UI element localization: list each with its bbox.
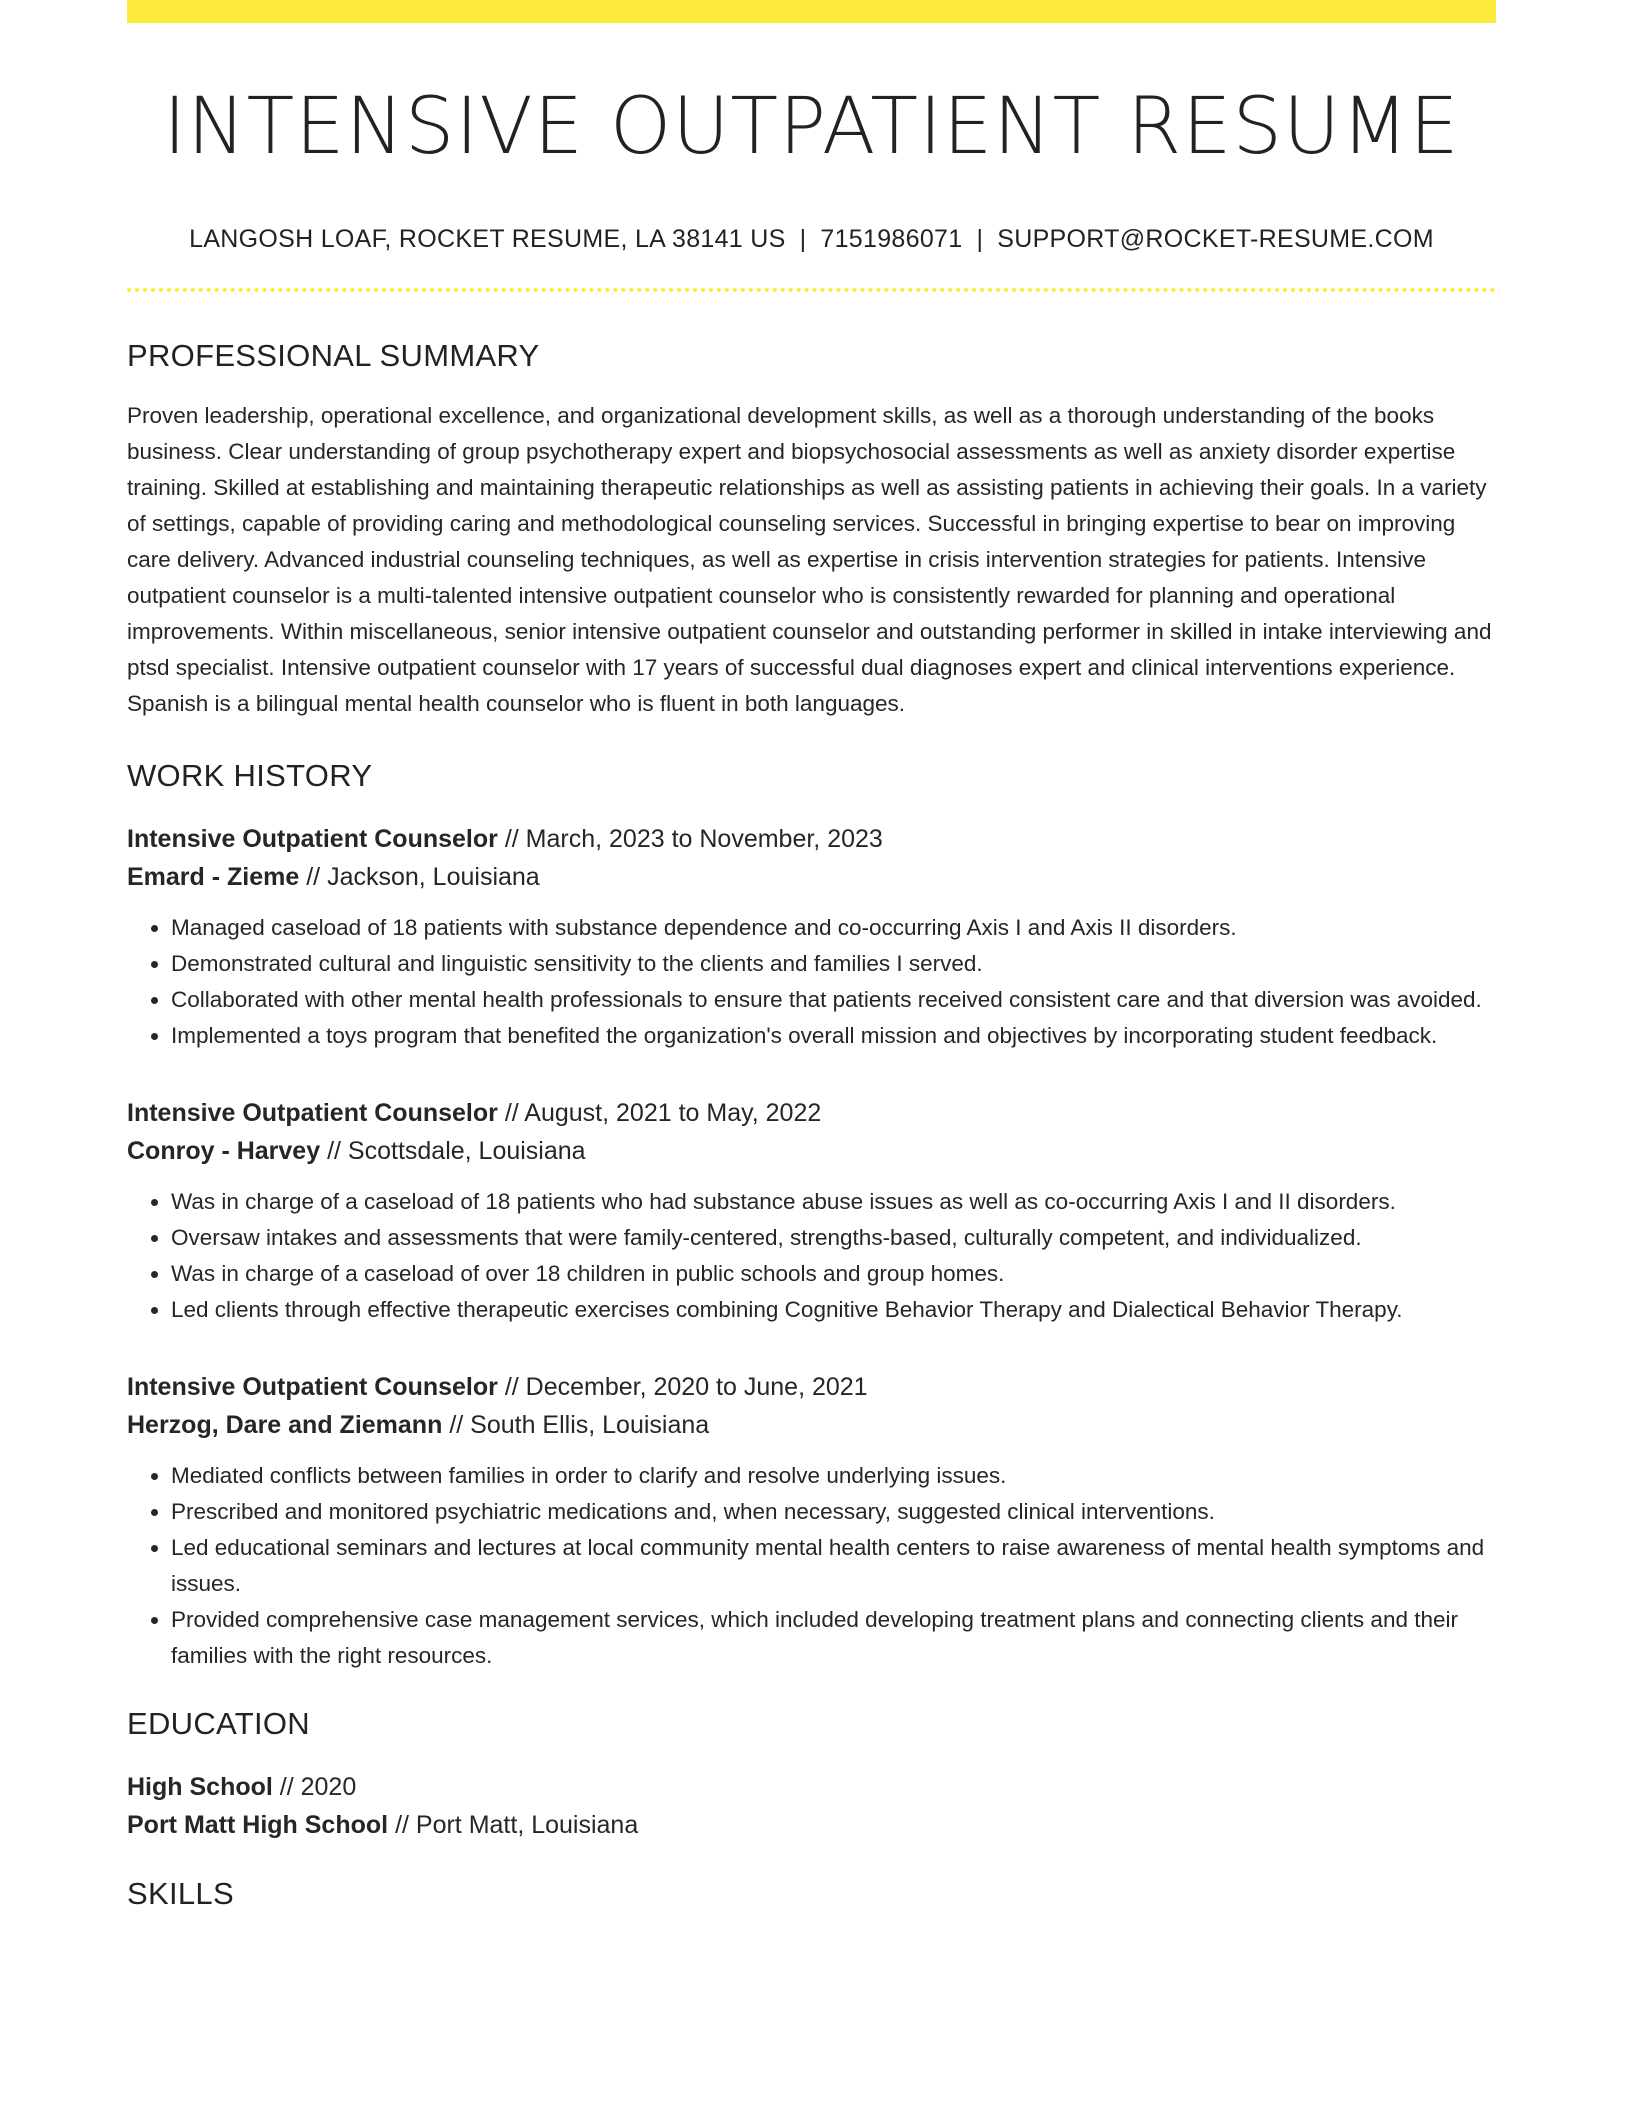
skills-heading: SKILLS <box>127 1875 234 1911</box>
job-title: Intensive Outpatient Counselor <box>127 1372 498 1401</box>
education-school-line <box>127 1806 1496 1844</box>
job-title: Intensive Outpatient Counselor <box>127 1098 498 1127</box>
job-bullet: • Managed caseload of 18 patients with substance dependence and co-occurring Axis I and Axis II disorders. <box>171 910 1496 946</box>
education-school: Port Matt High School <box>127 1810 389 1839</box>
job-title-line <box>127 1094 1496 1132</box>
job-bullet: • Was in charge of a caseload of 18 patients who had substance abuse issues as well as co-occurring Axis I and II disorders. <box>171 1184 1496 1220</box>
job-location: // Jackson, Louisiana <box>306 862 540 891</box>
job-bullet: • Implemented a toys program that benefited the organization's overall mission and objectives by incorporating student feedback. <box>171 1018 1496 1054</box>
job-entry <box>127 1094 1496 1328</box>
education-heading: EDUCATION <box>127 1705 310 1741</box>
job-entry <box>127 1368 1496 1674</box>
job-location: // South Ellis, Louisiana <box>449 1410 710 1439</box>
education-location: // Port Matt, Louisiana <box>395 1810 639 1839</box>
work-history-heading: WORK HISTORY <box>127 757 373 793</box>
contact-separator: | <box>976 224 984 253</box>
job-company-line <box>127 858 1496 896</box>
job-bullet: • Prescribed and monitored psychiatric medications and, when necessary, suggested clinical interventions. <box>171 1494 1496 1530</box>
job-title-line <box>127 820 1496 858</box>
job-company-line <box>127 1406 1496 1444</box>
job-title-line <box>127 1368 1496 1406</box>
job-bullet: • Led clients through effective therapeutic exercises combining Cognitive Behavior Therapy and Dialectical Behavior Therapy. <box>171 1292 1496 1328</box>
top-accent-bar <box>127 0 1496 23</box>
job-dates: // December, 2020 to June, 2021 <box>504 1372 868 1401</box>
contact-phone: 7151986071 <box>820 224 963 253</box>
job-bullet: • Collaborated with other mental health professionals to ensure that patients received consistent care and that diversion was avoided. <box>171 982 1496 1018</box>
header-divider <box>127 288 1496 292</box>
job-bullets <box>127 1458 1496 1674</box>
job-company: Emard - Zieme <box>127 862 300 891</box>
contact-address: LANGOSH LOAF, ROCKET RESUME, LA 38141 US <box>189 224 786 253</box>
job-location: // Scottsdale, Louisiana <box>327 1136 586 1165</box>
job-company: Herzog, Dare and Ziemann <box>127 1410 443 1439</box>
resume-page <box>127 0 1496 1912</box>
education-entry <box>127 1768 1496 1844</box>
contact-line <box>127 225 1496 254</box>
job-bullet: • Demonstrated cultural and linguistic sensitivity to the clients and families I served. <box>171 946 1496 982</box>
job-bullet: • Was in charge of a caseload of over 18 children in public schools and group homes. <box>171 1256 1496 1292</box>
job-dates: // August, 2021 to May, 2022 <box>504 1098 822 1127</box>
job-bullet: • Mediated conflicts between families in order to clarify and resolve underlying issues. <box>171 1458 1496 1494</box>
education-degree-line <box>127 1768 1496 1806</box>
contact-separator: | <box>799 224 807 253</box>
job-dates: // March, 2023 to November, 2023 <box>504 824 883 853</box>
job-company: Conroy - Harvey <box>127 1136 321 1165</box>
education-degree: High School <box>127 1772 273 1801</box>
job-title: Intensive Outpatient Counselor <box>127 824 498 853</box>
education-year: // 2020 <box>279 1772 357 1801</box>
contact-email: SUPPORT@ROCKET-RESUME.COM <box>997 224 1434 253</box>
job-bullet: • Provided comprehensive case management services, which included developing treatment plans and connecting clients and their families with the right resources. <box>171 1602 1496 1674</box>
job-bullet: • Oversaw intakes and assessments that were family-centered, strengths-based, culturally competent, and individualized. <box>171 1220 1496 1256</box>
job-bullet: • Led educational seminars and lectures at local community mental health centers to raise awareness of mental health symptoms and issues. <box>171 1530 1496 1602</box>
summary-text: Proven leadership, operational excellence, and organizational development skills, as well as a thorough understanding of the books business. Clear understanding of group psychotherapy expert and biopsychosocial assessments as well as anxiety disorder expertise training. Skilled at establishing and maintaining therapeutic relationships as well as assisting patients in achieving their goals. In a variety of settings, capable of providing caring and methodological counseling services. Successful in bringing expertise to bear on improving care delivery. Advanced industrial counseling techniques, as well as expertise in crisis intervention strategies for patients. Intensive outpatient counselor is a multi-talented intensive outpatient counselor who is consistently rewarded for planning and operational improvements. Within miscellaneous, senior intensive outpatient counselor and outstanding performer in skilled in intake interviewing and ptsd specialist. Intensive outpatient counselor with 17 years of successful dual diagnoses expert and clinical interventions experience. Spanish is a bilingual mental health counselor who is fluent in both languages. <box>127 402 1492 716</box>
resume-title: INTENSIVE OUTPATIENT RESUME <box>163 82 1460 172</box>
job-bullets <box>127 910 1496 1054</box>
job-company-line <box>127 1132 1496 1170</box>
job-bullets <box>127 1184 1496 1328</box>
summary-heading: PROFESSIONAL SUMMARY <box>127 337 540 373</box>
job-entry <box>127 820 1496 1054</box>
